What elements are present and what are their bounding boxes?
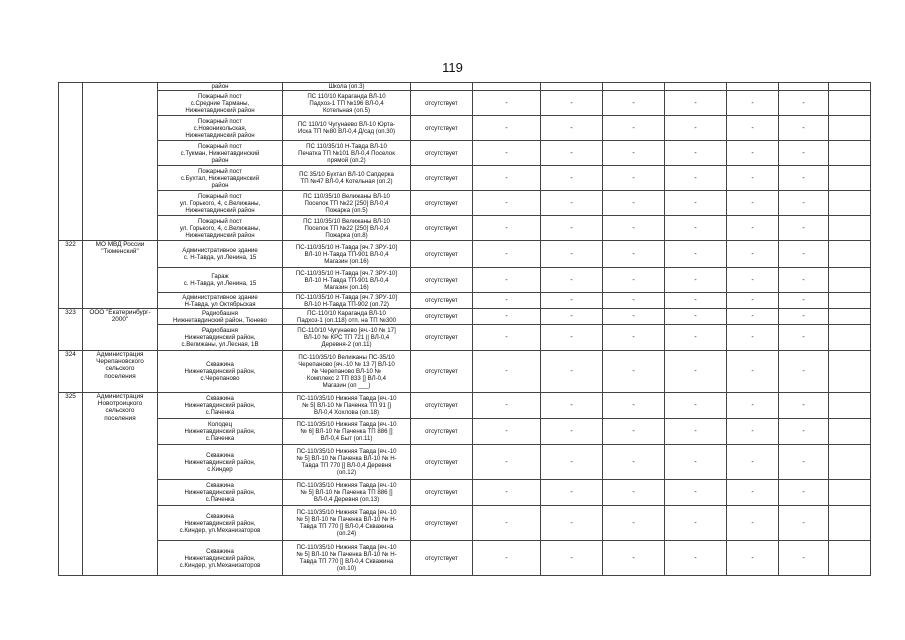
value-cell: - <box>665 116 727 141</box>
organization-cell: Администрация Черепановского сельского поселения <box>83 351 158 393</box>
value-cell: - <box>665 445 727 480</box>
value-cell: - <box>727 351 779 393</box>
value-cell: - <box>665 268 727 293</box>
status-cell: отсутствует <box>411 141 473 166</box>
table-row <box>59 541 871 576</box>
value-cell: - <box>727 191 779 216</box>
value-cell: - <box>603 166 665 191</box>
value-cell: - <box>665 241 727 268</box>
power-source-cell: ПС-110/35/10 Нижняя Тавда [яч.-10 № 5] ВЛ-10 № Паченка ТП 91 [] ВЛ-0,4 Хохлова (оп.18) <box>283 393 411 419</box>
value-cell: - <box>473 216 541 241</box>
power-source-cell: ПС 110/10 Караганда ВЛ-10 Падхоз-1 ТП №196 ВЛ-0,4 Котельная (оп.5) <box>283 91 411 116</box>
value-cell: - <box>665 480 727 506</box>
row-number-cell <box>59 83 83 241</box>
value-cell: - <box>603 116 665 141</box>
row-number-cell: 325 <box>59 393 83 576</box>
table-row <box>59 445 871 480</box>
value-cell <box>829 351 871 393</box>
value-cell <box>829 309 871 325</box>
value-cell: - <box>603 309 665 325</box>
value-cell: - <box>727 541 779 576</box>
value-cell: - <box>665 393 727 419</box>
object-cell: Пожарный пост с.Средние Тарманы, Нижнетавдинский район <box>158 91 283 116</box>
status-cell: отсутствует <box>411 216 473 241</box>
status-cell: отсутствует <box>411 116 473 141</box>
row-number-cell: 322 <box>59 241 83 309</box>
value-cell: - <box>473 268 541 293</box>
object-cell: Колодец Нижнетавдинский район, с.Паченка <box>158 419 283 445</box>
value-cell: - <box>779 216 829 241</box>
value-cell: - <box>603 325 665 351</box>
value-cell <box>829 241 871 268</box>
power-source-cell: ПС 110/35/10 Н-Тавда ВЛ-10 Печатка ТП №101 ВЛ-0,4 Поселок прямой (оп.2) <box>283 141 411 166</box>
object-cell: Скважина Нижнетавдинский район, с.Черепаново <box>158 351 283 393</box>
value-cell: - <box>727 91 779 116</box>
value-cell: - <box>541 191 603 216</box>
value-cell: - <box>727 309 779 325</box>
value-cell: - <box>541 506 603 541</box>
value-cell: - <box>727 325 779 351</box>
value-cell: - <box>473 241 541 268</box>
value-cell: - <box>665 91 727 116</box>
object-cell: район <box>158 83 283 91</box>
value-cell: - <box>779 506 829 541</box>
value-cell: - <box>727 241 779 268</box>
value-cell: - <box>541 141 603 166</box>
value-cell: - <box>603 351 665 393</box>
value-cell: - <box>779 268 829 293</box>
value-cell: - <box>473 166 541 191</box>
value-cell <box>829 268 871 293</box>
value-cell: - <box>779 191 829 216</box>
value-cell: - <box>603 480 665 506</box>
page-number: 119 <box>442 60 463 75</box>
value-cell: - <box>603 191 665 216</box>
value-cell: - <box>603 506 665 541</box>
object-cell: Скважина Нижнетавдинский район, с.Паченка <box>158 393 283 419</box>
value-cell <box>473 83 541 91</box>
table-row <box>59 241 871 268</box>
object-cell: Пожарный пост ул. Горького, 4, с.Велижаны, Нижнетавдинский район <box>158 216 283 241</box>
value-cell <box>829 393 871 419</box>
value-cell: - <box>473 141 541 166</box>
power-source-cell: ПС-110/10 Караганда ВЛ-10 Падхоз-1 (оп.118) отп. на ТП №300 <box>283 309 411 325</box>
value-cell <box>779 83 829 91</box>
value-cell <box>829 293 871 309</box>
value-cell: - <box>665 325 727 351</box>
value-cell <box>829 116 871 141</box>
table-row <box>59 480 871 506</box>
value-cell: - <box>665 309 727 325</box>
value-cell: - <box>665 191 727 216</box>
value-cell: - <box>603 141 665 166</box>
value-cell <box>829 216 871 241</box>
value-cell: - <box>473 541 541 576</box>
value-cell: - <box>665 141 727 166</box>
value-cell: - <box>541 393 603 419</box>
object-cell: Пожарный пост с.Бухтал, Нижнетавдинский район <box>158 166 283 191</box>
value-cell: - <box>665 216 727 241</box>
status-cell: отсутствует <box>411 241 473 268</box>
value-cell: - <box>603 241 665 268</box>
value-cell: - <box>779 541 829 576</box>
value-cell: - <box>473 309 541 325</box>
table-row <box>59 141 871 166</box>
value-cell: - <box>665 506 727 541</box>
value-cell <box>829 325 871 351</box>
object-cell: Административное здание с. Н-Тавда, ул.Ленина, 15 <box>158 241 283 268</box>
value-cell: - <box>541 541 603 576</box>
table-row <box>59 325 871 351</box>
table-row <box>59 506 871 541</box>
object-cell: Радиобашня Нижнетавдинский район, с.Велижаны, ул.Лесная, 1В <box>158 325 283 351</box>
value-cell: - <box>473 351 541 393</box>
power-source-cell: ПС-110/10 Чугунаево [яч.-10 № 17] ВЛ-10 № КРС ТП 721 || ВЛ-0,4 Деревня-2 (оп.11) <box>283 325 411 351</box>
status-cell: отсутствует <box>411 351 473 393</box>
table-row <box>59 116 871 141</box>
object-cell: Скважина Нижнетавдинский район, с.Киндер, ул.Механизаторов <box>158 506 283 541</box>
value-cell: - <box>473 393 541 419</box>
value-cell: - <box>727 166 779 191</box>
value-cell: - <box>541 166 603 191</box>
value-cell <box>829 83 871 91</box>
power-source-cell: ПС-110/35/10 Нижняя Тавда [яч.-10 № 5] ВЛ-10 № Паченка ТП 886 [] ВЛ-0,4 Деревня (оп.13) <box>283 480 411 506</box>
value-cell: - <box>603 268 665 293</box>
value-cell: - <box>779 116 829 141</box>
table-row <box>59 191 871 216</box>
object-cell: Радиобашня Нижнетавдинский район, Тюнево <box>158 309 283 325</box>
status-cell: отсутствует <box>411 541 473 576</box>
value-cell: - <box>727 419 779 445</box>
value-cell <box>829 166 871 191</box>
value-cell: - <box>473 191 541 216</box>
value-cell: - <box>727 445 779 480</box>
value-cell: - <box>779 351 829 393</box>
value-cell <box>829 419 871 445</box>
value-cell: - <box>541 216 603 241</box>
power-source-cell: ПС 110/35/10 Велижаны ВЛ-10 Поселок ТП №22 [250] ВЛ-0,4 Пожарка (оп.5) <box>283 191 411 216</box>
object-cell: Административное здание Н-Тавда, ул Октябрьская <box>158 293 283 309</box>
value-cell: - <box>603 445 665 480</box>
organization-cell: МО МВД России "Тюменский" <box>83 241 158 309</box>
power-source-cell: ПС-110/35/10 Н-Тавда [яч.7 ЗРУ-10] ВЛ-10 Н-Тавда ТП-901 ВЛ-0,4 Магазин (оп.16) <box>283 268 411 293</box>
organization-cell <box>83 83 158 241</box>
value-cell: - <box>473 293 541 309</box>
status-cell: отсутствует <box>411 268 473 293</box>
power-source-cell: ПС-110/35/10 Нижняя Тавда [яч.-10 № 5] ВЛ-10 № Паченка ВЛ-10 № Н- Тавда ТП 770 [] ВЛ-0,4 Скважина (оп.24) <box>283 506 411 541</box>
value-cell: - <box>727 480 779 506</box>
status-cell: отсутствует <box>411 293 473 309</box>
value-cell <box>603 83 665 91</box>
object-cell: Скважина Нижнетавдинский район, с.Паченка <box>158 480 283 506</box>
table-row <box>59 351 871 393</box>
value-cell: - <box>603 216 665 241</box>
value-cell: - <box>541 241 603 268</box>
object-cell: Скважина Нижнетавдинский район, с.Киндер <box>158 445 283 480</box>
status-cell: отсутствует <box>411 506 473 541</box>
object-cell: Скважина Нижнетавдинский район, с.Киндер, ул.Механизаторов <box>158 541 283 576</box>
value-cell: - <box>541 351 603 393</box>
value-cell <box>829 506 871 541</box>
status-cell: отсутствует <box>411 166 473 191</box>
value-cell: - <box>541 480 603 506</box>
organization-cell: Администрация Новотроицкого сельского поселения <box>83 393 158 576</box>
value-cell: - <box>541 91 603 116</box>
status-cell <box>411 83 473 91</box>
value-cell: - <box>541 325 603 351</box>
value-cell: - <box>473 445 541 480</box>
status-cell: отсутствует <box>411 393 473 419</box>
value-cell: - <box>727 216 779 241</box>
value-cell <box>829 141 871 166</box>
table-row <box>59 268 871 293</box>
status-cell: отсутствует <box>411 480 473 506</box>
value-cell: - <box>727 116 779 141</box>
table-row <box>59 293 871 309</box>
table-row <box>59 419 871 445</box>
value-cell: - <box>665 419 727 445</box>
value-cell: - <box>779 293 829 309</box>
value-cell: - <box>665 166 727 191</box>
object-cell: Пожарный пост с.Новоникольская, Нижнетавдинский район <box>158 116 283 141</box>
power-source-cell: Школа (оп.3) <box>283 83 411 91</box>
value-cell: - <box>473 116 541 141</box>
value-cell: - <box>665 293 727 309</box>
power-source-cell: ПС-110/35/10 Н-Тавда [яч.7 ЗРУ-10] ВЛ-10 Н-Тавда ТП-901 ВЛ-0,4 Магазин (оп.16) <box>283 241 411 268</box>
status-cell: отсутствует <box>411 325 473 351</box>
power-source-cell: ПС-110/35/10 Велижаны ПС-35/10 Черепаново [яч.-10 № 13 7] ВЛ-10 № Черепаново ВЛ-10 № Комплекс 2 ТП 833 [] ВЛ-0,4 Магазин (оп ___) <box>283 351 411 393</box>
value-cell: - <box>541 268 603 293</box>
value-cell <box>829 480 871 506</box>
row-number-cell: 323 <box>59 309 83 351</box>
power-source-cell: ПС-110/35/10 Н-Тавда [яч.7 ЗРУ-10] ВЛ-10 Н-Тавда ТП-902 (оп.72) <box>283 293 411 309</box>
power-source-cell: ПС 110/35/10 Велижаны ВЛ-10 Поселок ТП №22 [250] ВЛ-0,4 Пожарка (оп.8) <box>283 216 411 241</box>
value-cell: - <box>779 91 829 116</box>
power-source-cell: ПС-110/35/10 Нижняя Тавда [яч.-10 № 5] ВЛ-10 № Паченка ВЛ-10 № Н- Тавда ТП 770 [] ВЛ-0,4 Деревня (оп.12) <box>283 445 411 480</box>
value-cell: - <box>779 141 829 166</box>
value-cell <box>727 83 779 91</box>
power-source-cell: ПС 110/10 Чугунаево ВЛ-10 Юрта- Иска ТП №80 ВЛ-0,4 Д/сад (оп.30) <box>283 116 411 141</box>
value-cell: - <box>727 268 779 293</box>
object-cell: Гараж с. Н-Тавда, ул.Ленина, 15 <box>158 268 283 293</box>
value-cell <box>829 541 871 576</box>
value-cell <box>829 91 871 116</box>
value-cell: - <box>727 393 779 419</box>
power-source-cell: ПС 35/10 Бухтал ВЛ-10 Сапдерка ТП №47 ВЛ-0,4 Котельная (оп.2) <box>283 166 411 191</box>
status-cell: отсутствует <box>411 309 473 325</box>
value-cell: - <box>727 293 779 309</box>
value-cell: - <box>473 506 541 541</box>
value-cell: - <box>541 309 603 325</box>
objects-table <box>58 82 871 576</box>
value-cell <box>829 445 871 480</box>
table-row <box>59 216 871 241</box>
value-cell: - <box>665 541 727 576</box>
power-source-cell: ПС-110/35/10 Нижняя Тавда [яч.-10 № 5] ВЛ-10 № Паченка ВЛ-10 № Н- Тавда ТП 770 [] ВЛ-0,4 Скважина (оп.10) <box>283 541 411 576</box>
object-cell: Пожарный пост с.Тукман, Нижнетавдинский район <box>158 141 283 166</box>
value-cell: - <box>541 293 603 309</box>
value-cell: - <box>473 325 541 351</box>
value-cell: - <box>541 419 603 445</box>
value-cell: - <box>779 419 829 445</box>
row-number-cell: 324 <box>59 351 83 393</box>
value-cell: - <box>779 325 829 351</box>
value-cell: - <box>665 351 727 393</box>
value-cell: - <box>473 91 541 116</box>
value-cell: - <box>603 91 665 116</box>
table-row <box>59 91 871 116</box>
object-cell: Пожарный пост ул. Горького, 4, с.Велижаны, Нижнетавдинский район <box>158 191 283 216</box>
value-cell: - <box>541 116 603 141</box>
table-row <box>59 166 871 191</box>
value-cell: - <box>473 480 541 506</box>
status-cell: отсутствует <box>411 191 473 216</box>
status-cell: отсутствует <box>411 445 473 480</box>
table-row <box>59 309 871 325</box>
status-cell: отсутствует <box>411 91 473 116</box>
power-source-cell: ПС-110/35/10 Нижняя Тавда [яч.-10 № 6] ВЛ-10 № Паченка ТП 886 [] ВЛ-0,4 Быт (оп.11) <box>283 419 411 445</box>
value-cell: - <box>603 541 665 576</box>
value-cell <box>541 83 603 91</box>
value-cell: - <box>541 445 603 480</box>
value-cell: - <box>603 293 665 309</box>
status-cell: отсутствует <box>411 419 473 445</box>
value-cell: - <box>779 241 829 268</box>
value-cell: - <box>779 166 829 191</box>
value-cell: - <box>603 393 665 419</box>
value-cell: - <box>779 393 829 419</box>
value-cell: - <box>727 506 779 541</box>
value-cell: - <box>603 419 665 445</box>
value-cell: - <box>779 309 829 325</box>
value-cell: - <box>779 480 829 506</box>
value-cell: - <box>779 445 829 480</box>
table-row <box>59 83 871 91</box>
value-cell <box>829 191 871 216</box>
value-cell: - <box>473 419 541 445</box>
value-cell <box>665 83 727 91</box>
value-cell: - <box>727 141 779 166</box>
organization-cell: ООО "Екатеринбург- 2000" <box>83 309 158 351</box>
table-row <box>59 393 871 419</box>
